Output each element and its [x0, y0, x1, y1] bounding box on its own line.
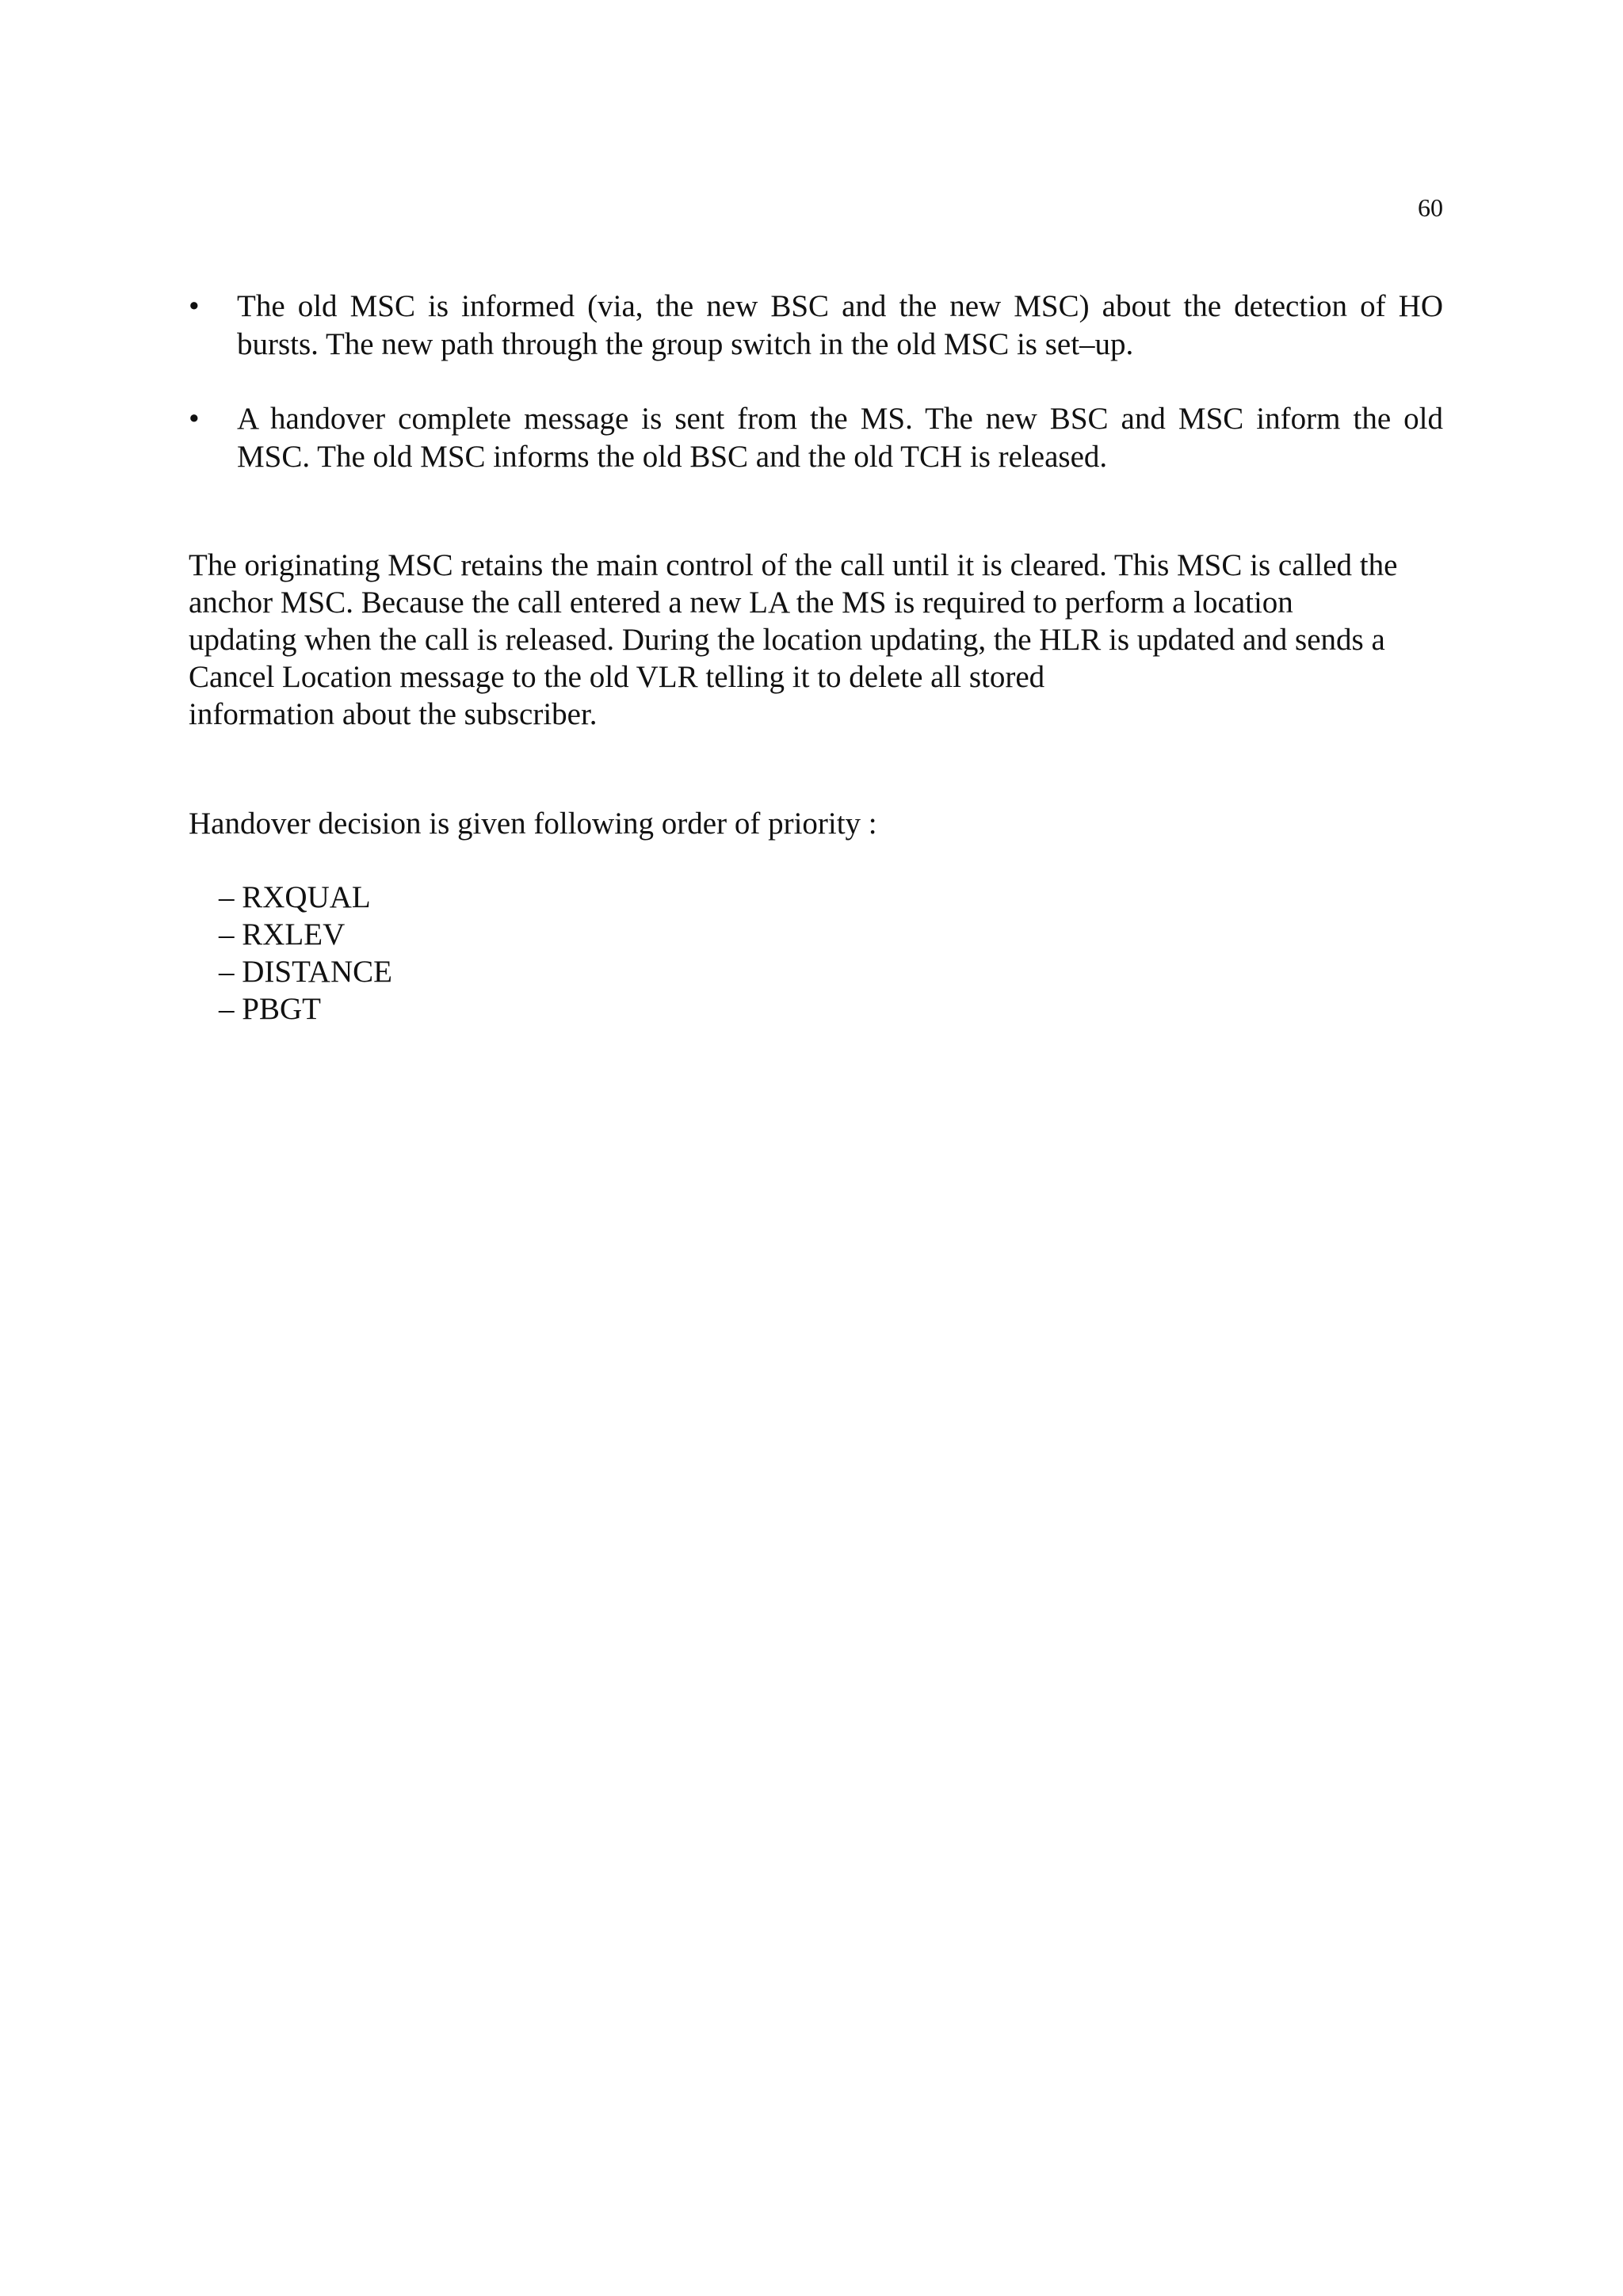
body-paragraph	[189, 547, 1457, 733]
page-number: 60	[1418, 193, 1443, 222]
priority-item: – DISTANCE	[219, 955, 392, 989]
paragraph-line: The originating MSC retains the main control of the call until it is cleared. This MSC is called the	[189, 548, 1398, 582]
paragraph-line: Cancel Location message to the old VLR telling it to delete all stored	[189, 660, 1045, 694]
paragraph-line: anchor MSC. Because the call entered a new LA the MS is required to perform a location	[189, 585, 1293, 620]
bullet-item	[189, 400, 1443, 476]
priority-item: – PBGT	[219, 992, 321, 1026]
bullet-text: The old MSC is informed (via, the new BSC and the new MSC) about the detection of HO bursts. The new path through the group switch in the old MSC is set–up.	[237, 289, 1443, 361]
bullet-icon: •	[189, 402, 200, 436]
priority-intro: Handover decision is given following order of priority :	[189, 807, 877, 841]
bullet-text: A handover complete message is sent from the MS. The new BSC and MSC inform the old MSC. The old MSC informs the old BSC and the old TCH is released.	[237, 402, 1443, 474]
paragraph-line: information about the subscriber.	[189, 697, 598, 731]
bullet-icon: •	[189, 289, 200, 323]
paragraph-line: updating when the call is released. During the location updating, the HLR is updated and sends a	[189, 623, 1385, 657]
priority-item: – RXQUAL	[219, 880, 371, 914]
bullet-list	[189, 288, 1443, 513]
priority-list	[219, 879, 392, 1028]
bullet-item	[189, 288, 1443, 364]
priority-item: – RXLEV	[219, 917, 346, 952]
